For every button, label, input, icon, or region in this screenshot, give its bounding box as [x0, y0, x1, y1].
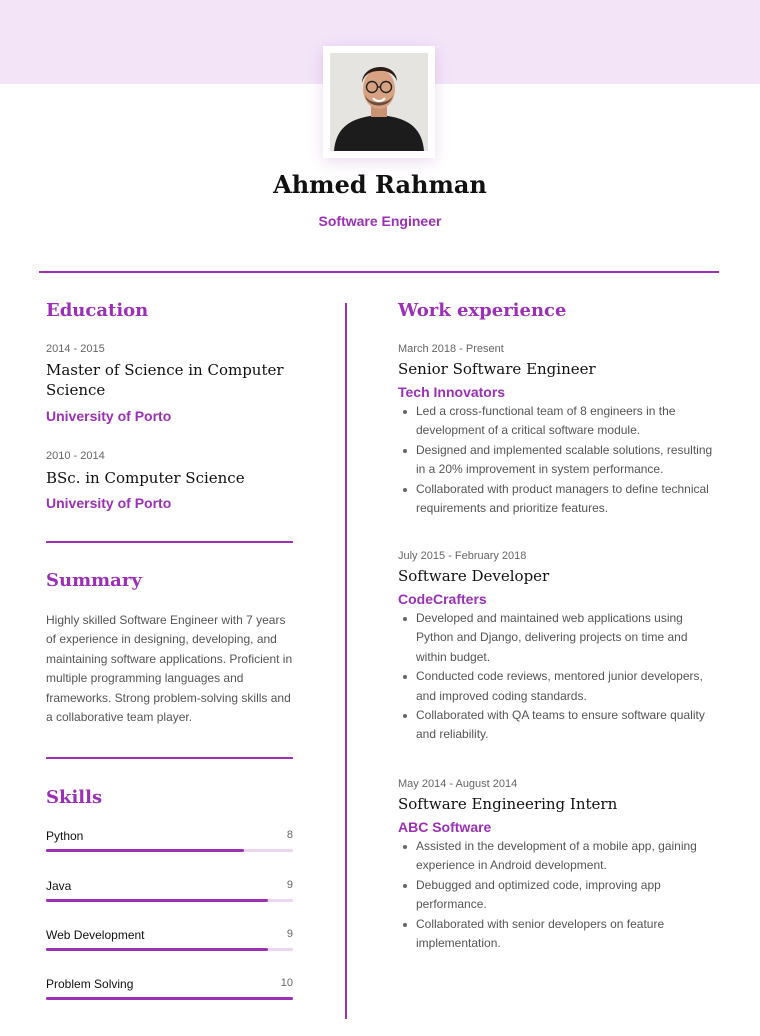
job-bullets [398, 402, 718, 518]
person-role: Software Engineer [318, 213, 442, 229]
skill-value: 10 [280, 977, 293, 989]
skill-bar-fill [46, 899, 268, 902]
skill-item [46, 928, 293, 958]
job-dates: March 2018 - Present [398, 343, 504, 355]
job-bullet: Collaborated with QA teams to ensure software quality and reliability. [398, 706, 718, 745]
job-bullets [398, 837, 718, 953]
job-bullet: Designed and implemented scalable solutions, resulting in a 20% improvement in system performance. [398, 441, 718, 480]
job-bullet: Collaborated with senior developers on feature implementation. [398, 915, 718, 954]
education-dates: 2010 - 2014 [46, 450, 105, 462]
job-company: Tech Innovators [398, 384, 506, 400]
skills-heading: Skills [46, 787, 103, 808]
job-entry [398, 550, 718, 745]
skill-name: Java [46, 879, 72, 893]
job-bullets [398, 609, 718, 745]
column-divider [345, 303, 347, 1019]
skill-item [46, 879, 293, 909]
education-school: University of Porto [46, 495, 172, 511]
education-school: University of Porto [46, 408, 172, 424]
skill-value: 9 [286, 928, 293, 940]
skill-value: 8 [286, 829, 293, 841]
skill-bar-fill [46, 948, 268, 951]
job-title: Software Engineering Intern [398, 795, 618, 813]
job-company: CodeCrafters [398, 591, 487, 607]
job-company: ABC Software [398, 819, 492, 835]
skill-bar-track [46, 849, 293, 852]
job-bullet: Developed and maintained web applications using Python and Django, delivering projects on time and within budget. [398, 609, 718, 667]
skill-value: 9 [286, 879, 293, 891]
skill-name: Problem Solving [46, 977, 134, 991]
job-dates: July 2015 - February 2018 [398, 550, 527, 562]
profile-photo [330, 53, 428, 151]
section-divider [46, 541, 293, 543]
work-heading: Work experience [398, 300, 567, 321]
skill-bar-track [46, 948, 293, 951]
skill-name: Python [46, 829, 84, 843]
education-dates: 2014 - 2015 [46, 343, 105, 355]
job-title: Senior Software Engineer [398, 360, 596, 378]
skill-name: Web Development [46, 928, 145, 942]
profile-photo-frame [323, 46, 435, 158]
job-bullet: Debugged and optimized code, improving app performance. [398, 876, 718, 915]
skill-bar-fill [46, 849, 244, 852]
summary-text: Highly skilled Software Engineer with 7 years of experience in designing, developing, and maintaining software applications. Proficient in multiple programming languages and frameworks. Strong problem-solving skills and a collaborative team player. [46, 613, 293, 725]
job-dates: May 2014 - August 2014 [398, 778, 518, 790]
job-bullet: Conducted code reviews, mentored junior developers, and improved coding standards. [398, 667, 718, 706]
summary-heading: Summary [46, 570, 142, 591]
section-divider [46, 757, 293, 759]
education-heading: Education [46, 300, 149, 321]
skill-bar-track [46, 997, 293, 1000]
education-degree: Master of Science in Computer Science [46, 361, 284, 399]
skills-list [46, 829, 293, 1007]
job-entry [398, 343, 718, 518]
person-portrait-image [330, 53, 428, 151]
job-title: Software Developer [398, 567, 550, 585]
job-entry [398, 778, 718, 953]
skill-item [46, 829, 293, 859]
job-bullet: Led a cross-functional team of 8 engineers in the development of a critical software module. [398, 402, 718, 441]
skill-bar-track [46, 899, 293, 902]
skill-bar-fill [46, 997, 293, 1000]
job-bullet: Assisted in the development of a mobile app, gaining experience in Android development. [398, 837, 718, 876]
education-degree: BSc. in Computer Science [46, 469, 245, 487]
job-bullet: Collaborated with product managers to define technical requirements and prioritize features. [398, 480, 718, 519]
header-divider [39, 271, 719, 273]
skill-item [46, 977, 293, 1007]
person-name: Ahmed Rahman [273, 170, 487, 199]
